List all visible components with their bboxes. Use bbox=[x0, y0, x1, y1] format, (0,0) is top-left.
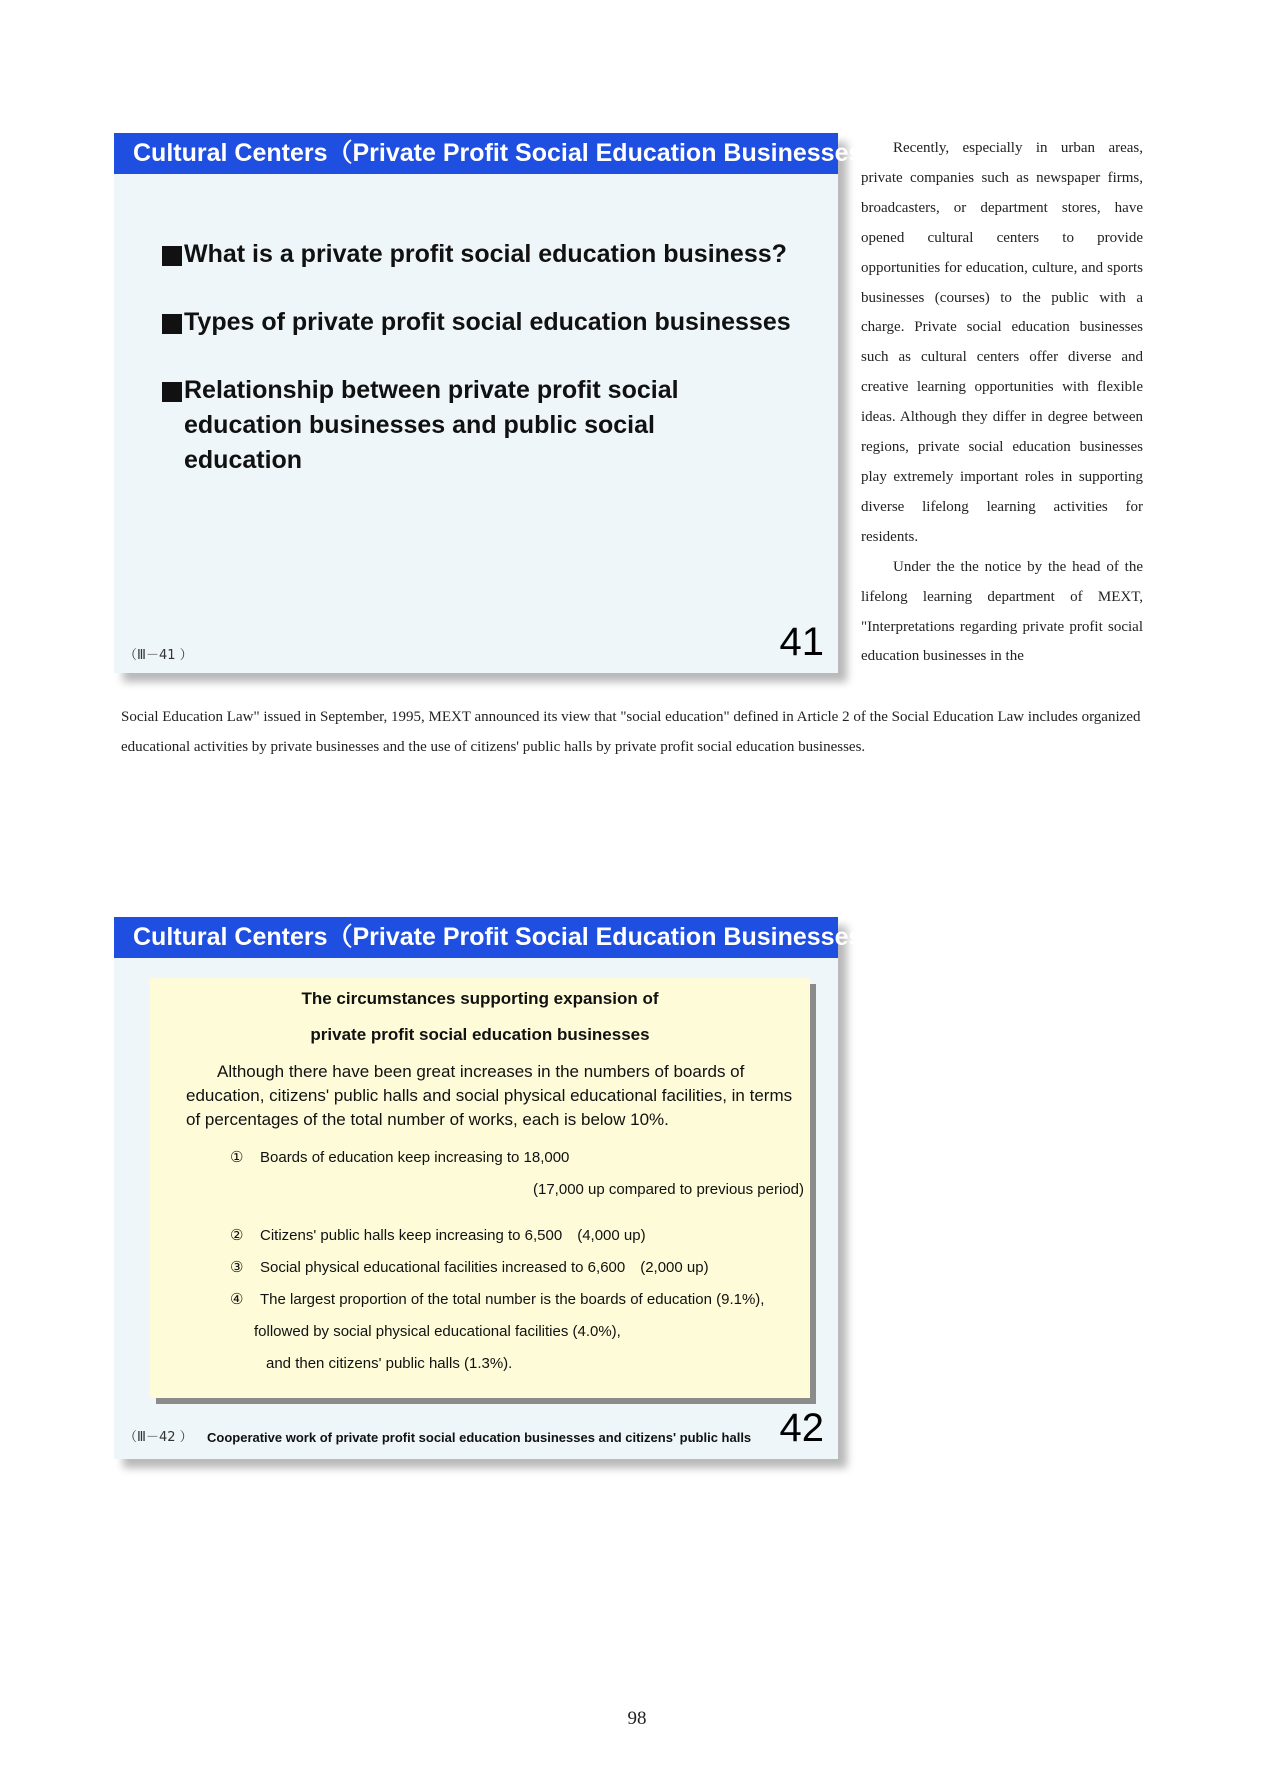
square-bullet-icon bbox=[162, 382, 182, 402]
side-paragraph: Under the the notice by the head of the lifelong learning department of MEXT, "Interpretations regarding private profit social education businesses in the bbox=[861, 558, 1143, 665]
square-bullet-icon bbox=[162, 314, 182, 334]
list-item bbox=[230, 1252, 810, 1284]
body-paragraph: Social Education Law" issued in September, 1995, MEXT announced its view that "social education" defined in Article 2 of the Social Education Law includes organized educational activities by private businesses and the use of citizens' public halls by private profit social education businesses. bbox=[121, 709, 1141, 755]
slide-number: 41 bbox=[779, 620, 824, 664]
panel-intro bbox=[186, 1060, 810, 1132]
panel-items bbox=[150, 1142, 810, 1380]
panel-heading-line: private profit social education businesses bbox=[310, 1025, 650, 1044]
bullet-item bbox=[162, 305, 812, 340]
square-bullet-icon bbox=[162, 246, 182, 266]
item-continuation: followed by social physical educational facilities (4.0%), bbox=[254, 1323, 621, 1340]
bullet-text: What is a private profit social education business? bbox=[184, 240, 787, 268]
side-paragraph: Recently, especially in urban areas, private companies such as newspaper firms, broadcasters, or department stores, have opened cultural centers to provide opportunities for education, culture, and sports businesses (courses) to the public with a charge. Private social education businesses such as cultural centers offer diverse and creative learning opportunities with flexible ideas. Although they differ in degree between regions, private social education businesses play extremely important roles in supporting diverse lifelong learning activities for residents. bbox=[861, 140, 1143, 545]
item-number: ③ bbox=[230, 1259, 244, 1276]
bullet-text: Types of private profit social education businesses bbox=[184, 308, 791, 336]
panel-heading-line: The circumstances supporting expansion of bbox=[301, 989, 659, 1008]
item-number: ② bbox=[230, 1227, 244, 1244]
item-text: The largest proportion of the total number is the boards of education (9.1%), bbox=[260, 1291, 765, 1308]
slide-code: （Ⅲ－41 ） bbox=[124, 648, 193, 663]
item-number: ① bbox=[230, 1149, 244, 1166]
slide-title: Cultural Centers（Private Profit Social Education Businesses） bbox=[114, 133, 838, 174]
panel-intro-text: Although there have been great increases in the numbers of boards of education, citizens' public halls and social physical educational facilities, in terms of percentages of the total number of works, each is below 10%. bbox=[186, 1062, 793, 1129]
side-text-column bbox=[861, 134, 1143, 672]
item-text: Citizens' public halls keep increasing to 6,500 (4,000 up) bbox=[260, 1227, 646, 1244]
item-text: Boards of education keep increasing to 18,000 bbox=[260, 1149, 570, 1166]
slide-number: 42 bbox=[779, 1406, 824, 1450]
page-number: 98 bbox=[627, 1708, 647, 1729]
slide-41 bbox=[114, 133, 888, 673]
list-item bbox=[230, 1284, 810, 1316]
item-number: ④ bbox=[230, 1291, 244, 1308]
info-panel bbox=[150, 978, 810, 1398]
bullet-item bbox=[162, 373, 684, 478]
item-text: Social physical educational facilities increased to 6,600 (2,000 up) bbox=[260, 1259, 709, 1276]
item-continuation: and then citizens' public halls (1.3%). bbox=[266, 1355, 513, 1372]
slide-footnote: Cooperative work of private profit social education businesses and citizens' public halls bbox=[207, 1430, 752, 1445]
list-item bbox=[230, 1142, 810, 1174]
panel-heading bbox=[150, 981, 810, 1053]
slide-bullets bbox=[162, 237, 812, 511]
body-text bbox=[121, 702, 1143, 762]
list-item bbox=[230, 1220, 810, 1252]
slide-title: Cultural Centers（Private Profit Social Education Businesses） bbox=[114, 917, 838, 958]
bullet-text: Relationship between private profit social education businesses and public social education bbox=[184, 376, 679, 474]
slide-code: （Ⅲ－42 ） bbox=[124, 1430, 193, 1445]
item-note: (17,000 up compared to previous period) bbox=[533, 1181, 804, 1198]
slide-42 bbox=[114, 917, 888, 1459]
bullet-item bbox=[162, 237, 812, 272]
